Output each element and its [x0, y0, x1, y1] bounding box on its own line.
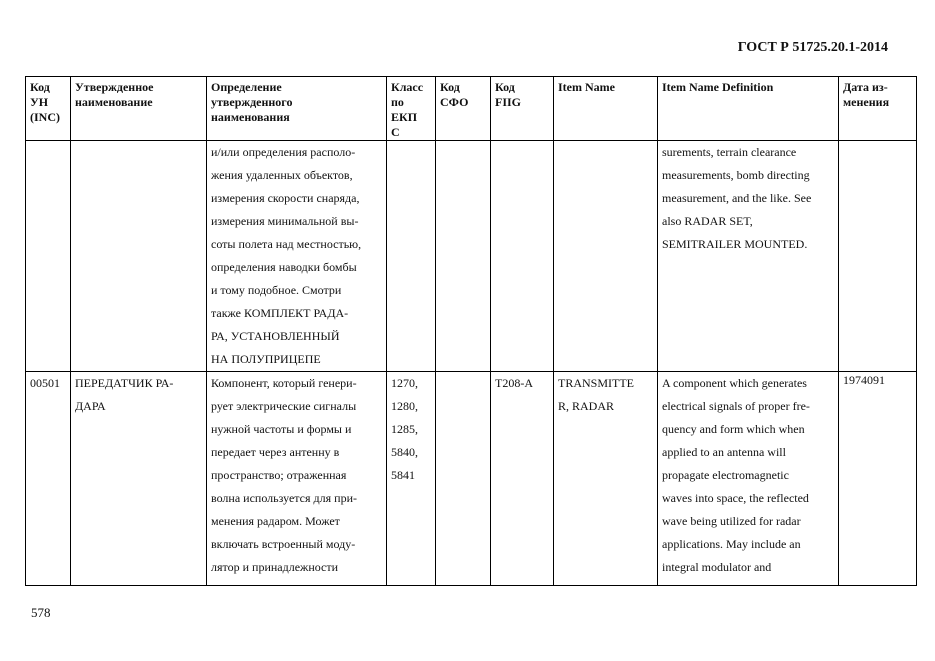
header-inc: Код УН (INC): [26, 77, 71, 141]
cell-item-name: [554, 141, 658, 372]
table-row-00501: [26, 372, 917, 586]
cell-fiig: [491, 141, 554, 372]
cell-sfo-code: [436, 372, 491, 586]
header-definition: Определение утвержденного наименования: [207, 77, 387, 141]
cell-definition-en: A component which generates electrical signals of proper fre- quency and form which when applied to an antenna will propagate electromagnetic waves into space, the reflected wave being utilized for radar applications. May include an integral modulator and: [658, 372, 839, 586]
header-item-name: Item Name: [554, 77, 658, 141]
header-item-name-definition: Item Name Definition: [658, 77, 839, 141]
cell-fsc-class: [387, 141, 436, 372]
cell-inc: [26, 141, 71, 372]
cell-change-date: [839, 141, 917, 372]
header-approved-name: Утвержденное наименование: [71, 77, 207, 141]
cell-approved-name: [71, 141, 207, 372]
cell-inc: 00501: [26, 372, 71, 586]
cell-change-date: 1974091: [839, 372, 917, 586]
cell-fiig: T208-A: [491, 372, 554, 586]
cell-sfo-code: [436, 141, 491, 372]
header-fiig: Код FIIG: [491, 77, 554, 141]
cell-definition-ru: и/или определения располо- жения удаленных объектов, измерения скорости снаряда, измерения минимальной вы- соты полета над местностью, определения наводки бомбы и тому подобное. Смотри также КОМПЛЕКТ РАДА- РА, УСТАНОВЛЕННЫЙ НА ПОЛУПРИЦЕПЕ: [207, 141, 387, 372]
header-sfo-code: Код СФО: [436, 77, 491, 141]
catalog-table: [25, 76, 917, 586]
cell-definition-en: surements, terrain clearance measurements, bomb directing measurement, and the like. See also RADAR SET, SEMITRAILER MOUNTED.: [658, 141, 839, 372]
page-number: 578: [31, 605, 51, 620]
table-header-row: [26, 77, 917, 141]
cell-approved-name: ПЕРЕДАТЧИК РА- ДАРА: [71, 372, 207, 586]
cell-item-name: TRANSMITTE R, RADAR: [554, 372, 658, 586]
table-row-continuation: [26, 141, 917, 372]
header-fsc-class: Класс по ЕКП С: [387, 77, 436, 141]
cell-definition-ru: Компонент, который генери- рует электрические сигналы нужной частоты и формы и передает через антенну в пространство; отраженная волна используется для при- менения радаром. Может включать встроенный моду- лятор и принадлежности: [207, 372, 387, 586]
header-change-date: Дата из- менения: [839, 77, 917, 141]
cell-fsc-class: 1270, 1280, 1285, 5840, 5841: [387, 372, 436, 586]
document-code: ГОСТ Р 51725.20.1-2014: [737, 40, 888, 55]
